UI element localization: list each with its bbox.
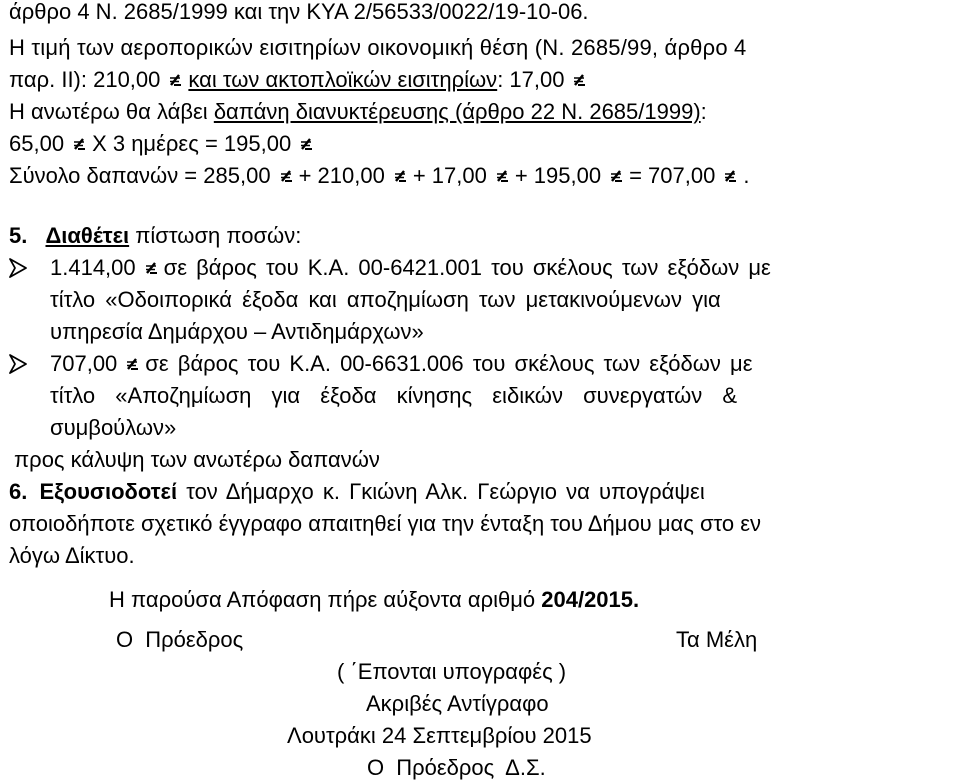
text: υπηρεσία Δημάρχου – Αντιδημάρχων» xyxy=(50,319,424,344)
text: Λουτράκι 24 Σεπτεμβρίου 2015 xyxy=(287,723,592,748)
text: Η ανωτέρω θα λάβει xyxy=(9,99,214,124)
text: τον Δήμαρχο κ. Γκιώνη Αλκ. Γεώργιο να υπογράψει xyxy=(177,479,705,504)
text: σε βάρος του Κ.Α. 00-6421.001 του σκέλους των εξόδων με xyxy=(163,255,771,280)
section-keyword: Εξουσιοδοτεί xyxy=(39,479,178,504)
bullet-1-line-3 xyxy=(50,318,424,346)
text-line-6 xyxy=(9,162,749,190)
text-line-5 xyxy=(9,130,319,158)
text: τίτλο «Αποζημίωση για έξοδα κίνησης ειδικών συνεργατών & xyxy=(50,383,738,408)
euro-icon xyxy=(125,356,139,372)
euro-icon xyxy=(168,72,182,88)
euro-icon xyxy=(393,168,407,184)
decision-number-line xyxy=(109,586,639,614)
text: Ακριβές Αντίγραφο xyxy=(366,691,549,716)
text: + 17,00 xyxy=(412,163,487,188)
section-5-heading xyxy=(9,222,301,250)
text: Ο Πρόεδρος Δ.Σ. xyxy=(367,755,546,780)
text: ( ΄Επονται υπογραφές ) xyxy=(337,659,567,684)
section-6-line-1 xyxy=(9,478,705,506)
euro-icon xyxy=(299,136,313,152)
section-number: 6. xyxy=(9,479,28,504)
text: = 707,00 xyxy=(629,163,716,188)
bullet-1-line-2 xyxy=(50,286,721,314)
section-keyword: Διαθέτει xyxy=(45,223,130,248)
text: σε βάρος του Κ.Α. 00-6631.006 του σκέλους των εξόδων με xyxy=(145,351,753,376)
text: Ο Πρόεδρος xyxy=(116,627,244,652)
text: + 210,00 xyxy=(298,163,385,188)
text: 1.414,00 xyxy=(50,255,136,280)
arrow-bullet-icon xyxy=(8,353,28,375)
text: + 195,00 xyxy=(514,163,602,188)
signatures-note xyxy=(337,658,566,686)
text: : xyxy=(700,99,707,124)
euro-icon xyxy=(279,168,293,184)
euro-icon xyxy=(72,136,86,152)
bullet-1-line-1 xyxy=(50,254,771,282)
text: οποιοδήποτε σχετικό έγγραφο απαιτηθεί για την ένταξη του Δήμου μας στο εν xyxy=(9,511,762,536)
text-line-2 xyxy=(9,34,951,62)
text: προς κάλυψη των ανωτέρω δαπανών xyxy=(14,447,380,472)
section-6-line-2 xyxy=(9,510,761,538)
text: συμβούλων» xyxy=(50,415,177,440)
text-line-4 xyxy=(9,98,707,126)
bullet-2-line-2 xyxy=(50,382,737,410)
text-line-3 xyxy=(9,66,592,94)
underlined-text: δαπάνη διανυκτέρευσης (άρθρο 22 Ν. 2685/1999) xyxy=(213,99,701,124)
section-number: 5. xyxy=(9,223,28,248)
euro-icon xyxy=(144,260,158,276)
text: 65,00 xyxy=(9,131,65,156)
text: 707,00 xyxy=(50,351,118,376)
text: Χ 3 ημέρες = 195,00 xyxy=(92,131,292,156)
text: παρ. ΙΙ): 210,00 xyxy=(9,67,161,92)
text: Σύνολο δαπανών = 285,00 xyxy=(9,163,271,188)
euro-icon xyxy=(723,168,737,184)
bullet-2-line-3 xyxy=(50,414,176,442)
signature-president-label xyxy=(116,626,243,654)
text-line-1 xyxy=(9,0,589,26)
underlined-text: και των ακτοπλοϊκών εισιτηρίων xyxy=(188,67,498,92)
euro-icon xyxy=(495,168,509,184)
signature-members-label xyxy=(676,626,757,654)
text: Η παρούσα Απόφαση πήρε αύξοντα αριθμό xyxy=(109,587,542,612)
text: Η τιμή των αεροπορικών εισιτηρίων οικονομική θέση (Ν. 2685/99, άρθρο 4 xyxy=(9,35,747,60)
section-6-line-3 xyxy=(9,542,135,570)
bullet-2-line-1 xyxy=(50,350,753,378)
text: άρθρο 4 Ν. 2685/1999 και την ΚΥΑ 2/56533/0022/19-10-06. xyxy=(9,0,589,24)
text: Τα Μέλη xyxy=(676,627,758,652)
euro-icon xyxy=(572,72,586,88)
arrow-bullet-icon xyxy=(8,257,28,279)
place-date xyxy=(287,722,592,750)
president-council-label xyxy=(367,754,546,782)
text: : 17,00 xyxy=(497,67,565,92)
text: . xyxy=(743,163,750,188)
text: τίτλο «Οδοιπορικά έξοδα και αποζημίωση των μετακινούμενων για xyxy=(50,287,721,312)
true-copy-label xyxy=(366,690,549,718)
euro-icon xyxy=(609,168,623,184)
text: πίστωση ποσών: xyxy=(129,223,302,248)
decision-number: 204/2015. xyxy=(541,587,640,612)
coverage-line xyxy=(14,446,380,474)
text: λόγω Δίκτυο. xyxy=(9,543,135,568)
